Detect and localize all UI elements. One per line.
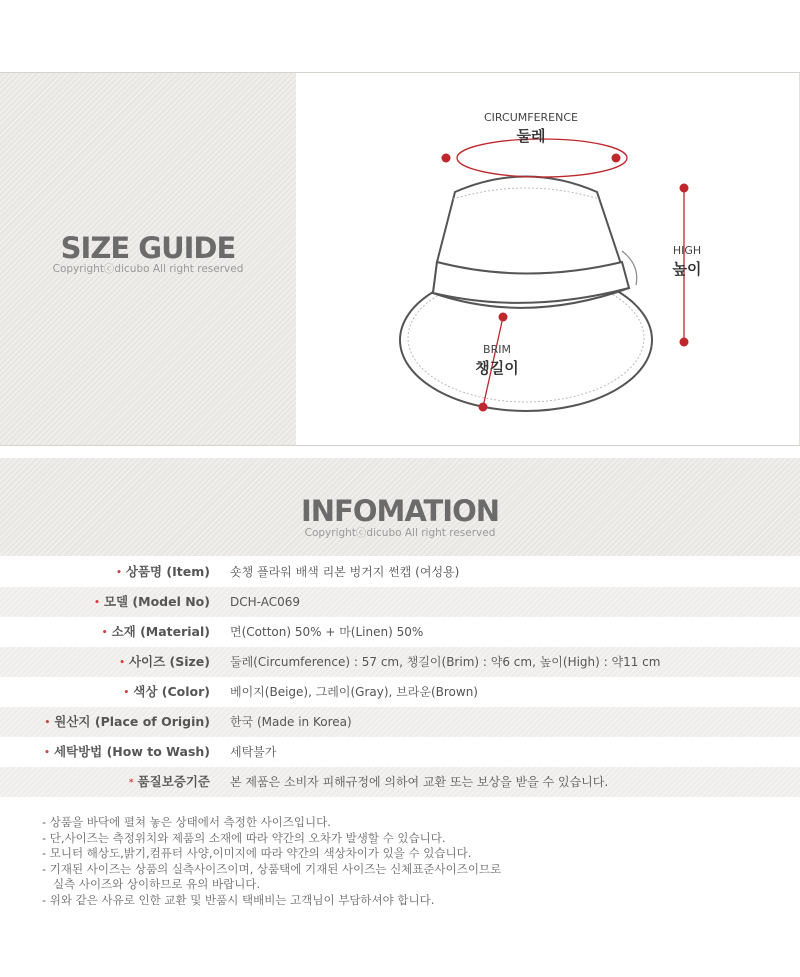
information-title: INFOMATION	[300, 494, 500, 528]
info-label	[129, 767, 210, 797]
note-line: - 상품을 바닥에 펼쳐 놓은 상태에서 측정한 사이즈입니다.	[42, 815, 331, 829]
height-bottom-marker	[680, 338, 689, 347]
circumference-label	[466, 111, 596, 146]
info-value: DCH-AC069	[230, 595, 300, 609]
info-label-text: 색상 (Color)	[133, 684, 210, 699]
info-value: 둘레(Circumference) : 57 cm, 챙길이(Brim) : 약6 cm, 높이(High) : 약11 cm	[230, 655, 661, 669]
size-guide-copyright: Copyrightⓒdicubo All right reserved	[52, 263, 244, 275]
height-label-ko: 높이	[672, 260, 702, 278]
info-label-text: 품질보증기준	[137, 774, 210, 789]
bullet-icon: •	[44, 718, 51, 728]
brim-bottom-marker	[479, 403, 488, 412]
info-label	[45, 707, 210, 737]
info-label	[94, 587, 210, 617]
size-guide-section	[0, 72, 800, 446]
info-row-warranty	[0, 767, 800, 797]
info-row-model	[0, 587, 800, 617]
bullet-icon: •	[116, 568, 122, 578]
asterisk-icon: *	[128, 778, 134, 788]
info-value: 한국 (Made in Korea)	[230, 715, 352, 729]
info-row-material	[0, 617, 800, 647]
info-label-text: 소재 (Material)	[111, 624, 210, 639]
bullet-icon: •	[119, 658, 125, 668]
info-row-wash	[0, 737, 800, 767]
note-line: - 단,사이즈는 측정위치와 제품의 소재에 따라 약간의 오차가 발생할 수 있습니다.	[42, 830, 446, 845]
info-label-text: 세탁방법 (How to Wash)	[53, 744, 210, 759]
info-label	[116, 557, 210, 587]
information-header	[0, 458, 800, 556]
info-label	[124, 677, 211, 707]
info-row-color	[0, 677, 800, 707]
info-row-origin	[0, 707, 800, 737]
notes-list	[42, 815, 501, 908]
information-copyright: Copyrightⓒdicubo All right reserved	[304, 527, 496, 539]
circumference-left-marker	[442, 154, 451, 163]
circumference-label-en: CIRCUMFERENCE	[484, 111, 578, 124]
info-value: 베이지(Beige), 그레이(Gray), 브라운(Brown)	[230, 685, 478, 699]
info-value: 세탁불가	[230, 745, 277, 759]
info-value: 숏챙 플라워 배색 리본 벙거지 썬캡 (여성용)	[230, 565, 460, 579]
info-label	[44, 737, 210, 767]
info-label-text: 사이즈 (Size)	[128, 654, 210, 669]
info-row-item	[0, 557, 800, 587]
note-line: - 모니터 해상도,밝기,컴퓨터 사양,이미지에 따라 약간의 색상차이가 있을 수 있습니다.	[42, 846, 472, 860]
bullet-icon: •	[123, 688, 130, 698]
info-label-text: 모델 (Model No)	[103, 594, 210, 609]
note-line: - 위와 같은 사유로 인한 교환 및 반품시 택배비는 고객님이 부담하셔야 합니다.	[42, 892, 435, 907]
info-row-size	[0, 647, 800, 677]
bullet-icon: •	[94, 598, 100, 608]
info-label	[102, 617, 210, 647]
circumference-label-ko: 둘레	[516, 127, 546, 145]
bullet-icon: •	[101, 628, 108, 638]
bullet-icon: •	[44, 748, 50, 758]
info-value: 본 제품은 소비자 피해규정에 의하여 교환 또는 보상을 받을 수 있습니다.	[230, 775, 609, 789]
info-label	[119, 647, 210, 677]
note-line: - 기재된 사이즈는 상품의 실측사이즈이며, 상품택에 기재된 사이즈는 신체표준사이즈이므로	[42, 861, 502, 876]
brim-label	[466, 343, 528, 378]
circumference-right-marker	[612, 154, 621, 163]
hat-diagram-panel	[296, 73, 800, 445]
size-guide-title-panel	[0, 73, 296, 445]
brim-label-ko: 챙길이	[475, 359, 519, 377]
information-table	[0, 557, 800, 797]
size-guide-title: SIZE GUIDE	[60, 231, 236, 265]
brim-label-en: BRIM	[483, 343, 511, 356]
height-label	[662, 244, 712, 279]
note-line: 실측 사이즈와 상이하므로 유의 바랍니다.	[42, 877, 261, 891]
info-value: 면(Cotton) 50% + 마(Linen) 50%	[230, 625, 424, 639]
height-label-en: HIGH	[672, 244, 702, 257]
info-label-text: 원산지 (Place of Origin)	[54, 714, 210, 729]
height-top-marker	[680, 184, 689, 193]
brim-top-marker	[499, 313, 508, 322]
info-label-text: 상품명 (Item)	[125, 564, 210, 579]
